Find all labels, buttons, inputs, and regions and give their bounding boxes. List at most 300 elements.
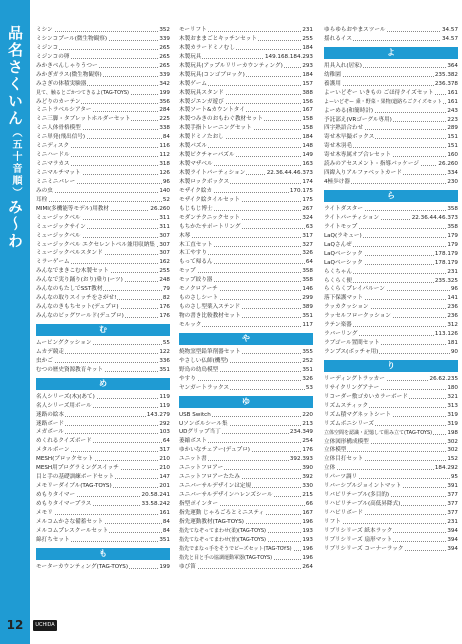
- entry-label: みんなで実り踊り(おり)乗り(ーツ): [36, 277, 123, 284]
- entry-label: リズムボニシリーズ: [324, 420, 374, 427]
- index-entry: [324, 491, 458, 500]
- entry-page: 179: [447, 232, 458, 239]
- entry-label: リブリシリーズ 扇形マット: [324, 536, 393, 543]
- entry-label: やさしい仏師(機型): [179, 357, 229, 364]
- entry-page: 122: [159, 348, 170, 355]
- entry-page: 391: [447, 483, 458, 490]
- index-entry: [179, 223, 313, 232]
- entry-label: 落下保護マット: [324, 295, 363, 302]
- entry-label: 目と手の基礎訓練ボードセット: [36, 474, 115, 481]
- entry-label: 指先てなぞってまわせ(柔)(TAG-TOYS): [179, 527, 266, 534]
- entry-page: 293: [302, 62, 313, 69]
- entry-page: 302: [447, 447, 458, 454]
- entry-label: 木製おままごとキッチンセット: [179, 35, 257, 42]
- entry-page: 265: [159, 44, 170, 51]
- entry-page: 334: [447, 170, 458, 177]
- entry-page: 324: [302, 214, 313, 221]
- entry-label: 幼稚園: [324, 71, 341, 78]
- index-entry: [324, 107, 458, 116]
- entry-label: 迷路ボード: [36, 420, 64, 427]
- entry-label: ラバーリング: [324, 331, 358, 338]
- index-entry: [179, 196, 313, 205]
- entry-label: 焼物窯型鉛筆削器セット: [179, 348, 241, 355]
- entry-page: 311: [159, 214, 170, 221]
- entry-label: LaQベーシック: [324, 259, 363, 266]
- index-entry: [324, 214, 458, 223]
- entry-page: 307: [159, 232, 170, 239]
- entry-page: 377: [447, 510, 458, 516]
- entry-label: 寄せ木専属オブ合レセット: [324, 152, 391, 159]
- entry-label: みどりのカーテン: [36, 98, 81, 105]
- index-title: [5, 25, 25, 250]
- index-entry: [36, 258, 170, 267]
- entry-label: ものさしシート: [179, 295, 219, 302]
- entry-page: 377: [447, 492, 458, 499]
- entry-label: 用具入れ(居家): [324, 62, 362, 69]
- entry-page: 254: [302, 438, 313, 445]
- entry-label: リフト: [324, 518, 341, 525]
- entry-label: めもりタイマープラス: [36, 500, 92, 507]
- entry-page: 201: [159, 483, 170, 490]
- entry-label: 木製玩具(コンゴブロック): [179, 71, 245, 78]
- entry-page: 198: [447, 429, 458, 436]
- entry-page: 147: [159, 474, 170, 481]
- entry-page: 284: [159, 107, 170, 114]
- index-entry: [179, 464, 313, 473]
- entry-page: 265: [159, 53, 170, 60]
- index-entry: [36, 196, 170, 205]
- entry-page: 176: [159, 313, 170, 319]
- index-entry: [324, 98, 458, 107]
- index-entry: [324, 89, 458, 98]
- index-entry: [36, 348, 170, 357]
- index-entry: [324, 151, 458, 160]
- entry-label: ムカデ競走: [36, 348, 64, 355]
- entry-page: 231: [447, 518, 458, 525]
- entry-label: ライトモップ: [324, 223, 358, 230]
- entry-page: 22.36.44.46.373: [411, 214, 458, 221]
- index-entry: [179, 124, 313, 133]
- index-entry: [324, 321, 458, 330]
- entry-label: 木製ドミノたおし: [179, 134, 224, 141]
- entry-page: 160: [447, 152, 458, 159]
- index-entry: [324, 509, 458, 518]
- entry-label: LaQさんぜ: [324, 241, 352, 248]
- entry-page: 356: [159, 98, 170, 105]
- entry-page: 55: [162, 339, 170, 346]
- entry-page: 148: [302, 143, 313, 150]
- entry-page: 330: [302, 483, 313, 490]
- index-entry: [324, 545, 458, 554]
- entry-page: 389: [302, 304, 313, 311]
- entry-label: ミニ三脚・タブレットホルダーセット: [36, 116, 131, 123]
- index-entry: [36, 285, 170, 294]
- index-entry: [324, 420, 458, 429]
- entry-page: 151: [447, 143, 458, 150]
- entry-label: リズムスティック: [324, 402, 369, 409]
- index-entry: [324, 169, 458, 178]
- entry-label: 見て、触るとごかつてきるよ(TAG-TOYS): [36, 89, 129, 96]
- entry-label: もじもじ博士: [179, 205, 213, 212]
- entry-label: 木製手指トレーニングセット: [179, 125, 252, 132]
- index-entry: [36, 339, 170, 348]
- entry-label: みんなのきもちセット(デュプロ): [36, 304, 119, 311]
- entry-label: ライトパーティション: [324, 214, 380, 221]
- entry-page: 175: [302, 196, 313, 203]
- entry-label: リサイクリングアナー: [324, 384, 380, 391]
- entry-label: ユニット書: [179, 456, 207, 463]
- index-entry: [179, 98, 313, 107]
- entry-label: 木製ライトパーティション: [179, 170, 246, 176]
- index-entry: [36, 62, 170, 71]
- index-entry: [36, 26, 170, 35]
- entry-page: 338: [159, 125, 170, 132]
- entry-label: 野鳥の幼鳥模型: [179, 366, 219, 373]
- entry-page: 146: [302, 286, 313, 293]
- index-entry: [324, 71, 458, 80]
- entry-label: USB Switch: [179, 411, 211, 418]
- entry-page: 149: [302, 152, 313, 159]
- entry-label: LaQベーシック: [324, 250, 363, 257]
- index-entry: [36, 187, 170, 196]
- entry-page: 196: [302, 554, 313, 561]
- index-entry: [179, 455, 313, 464]
- leader-dots: [36, 201, 170, 202]
- entry-page: 140: [159, 187, 170, 194]
- entry-label: 木琴: [179, 232, 191, 239]
- index-entry: [179, 348, 313, 357]
- index-entry: [324, 35, 458, 44]
- index-entry: [179, 473, 313, 482]
- entry-label: ミニミニバレー: [36, 178, 76, 185]
- entry-page: 336: [159, 357, 170, 364]
- index-entry: [179, 151, 313, 160]
- index-entry: [36, 312, 170, 321]
- index-entry: [36, 527, 170, 536]
- entry-page: 358: [447, 206, 458, 212]
- index-entry: [36, 446, 170, 455]
- entry-label: 揺れるイス: [324, 35, 352, 42]
- section-header: り: [324, 360, 458, 372]
- index-entry: [179, 44, 313, 53]
- index-entry: [324, 205, 458, 214]
- entry-label: ミュージックベル エクセレントベル兼用収納集: [36, 241, 155, 248]
- index-entry: [179, 26, 313, 35]
- entry-page: 84: [162, 134, 170, 141]
- leader-dots: [36, 192, 170, 193]
- entry-label: モザイク絵カ: [179, 187, 213, 194]
- index-entry: [36, 518, 170, 527]
- entry-label: ラッセルフロークッション: [324, 313, 391, 320]
- index-entry: [36, 80, 170, 89]
- entry-label: モップ: [179, 268, 196, 275]
- entry-page: 179: [447, 241, 458, 248]
- entry-page: 210: [159, 456, 170, 463]
- entry-page: 52: [162, 196, 170, 203]
- entry-page: 162: [159, 259, 170, 266]
- entry-label: リハビリテーブル(高低昇降式): [324, 501, 401, 508]
- index-entry: [36, 35, 170, 44]
- entry-label: メガボール: [36, 429, 64, 436]
- entry-label: 名人シリーズ(木)(あて): [36, 393, 95, 400]
- entry-page: 199: [159, 89, 170, 96]
- index-entry: [324, 438, 458, 447]
- index-entry: [179, 276, 313, 285]
- entry-label: ユニットフロアー: [179, 465, 224, 472]
- entry-page: 33.58.242: [141, 500, 170, 507]
- index-entry: [36, 294, 170, 303]
- index-entry: [324, 124, 458, 133]
- index-entry: [36, 303, 170, 312]
- entry-page: 119: [159, 402, 170, 409]
- entry-page: 149.168.184.293: [264, 53, 313, 60]
- entry-label: 指先運動教材(TAG-TOYS): [179, 518, 244, 525]
- index-entry: [179, 321, 313, 330]
- entry-page: 235.325: [434, 277, 458, 284]
- entry-label: 木製ソート&カウントタイ: [179, 107, 245, 114]
- entry-page: 176: [159, 304, 170, 311]
- entry-page: 215: [302, 492, 313, 498]
- index-entry: [179, 133, 313, 142]
- index-entry: [179, 35, 313, 44]
- entry-label: ミニトラベルシアター: [36, 107, 92, 114]
- index-entry: [324, 223, 458, 232]
- entry-label: リバーシブルジョイントマット: [324, 483, 402, 490]
- entry-page: 236: [447, 304, 458, 311]
- entry-page: 313: [447, 402, 458, 409]
- index-range: み〜わ: [6, 199, 24, 250]
- entry-page: 339: [159, 35, 170, 42]
- index-entry: [179, 258, 313, 267]
- entry-page: 158: [302, 116, 313, 123]
- entry-label: ユニバーサルデザインは定規: [179, 483, 252, 490]
- entry-page: 152: [447, 456, 458, 463]
- entry-label: メタルボーン: [36, 447, 70, 454]
- entry-label: 木製ジエンガ遊び: [179, 98, 224, 105]
- index-entry: [324, 482, 458, 491]
- entry-page: 196: [302, 518, 313, 525]
- index-title-sub: （五十音順）: [10, 127, 21, 199]
- entry-label: みんなでまきこむ木製セット: [36, 268, 109, 275]
- page-number: 12: [6, 618, 24, 632]
- index-entry: [179, 357, 313, 366]
- entry-page: 82: [162, 295, 170, 302]
- index-entry: [179, 536, 313, 545]
- brand-logo: UCHIDA: [33, 620, 57, 631]
- leader-dots: [324, 523, 458, 524]
- index-entry: [179, 312, 313, 321]
- index-column: [36, 26, 170, 572]
- index-entry: [36, 464, 170, 473]
- entry-page: 66: [305, 500, 313, 507]
- entry-label: 立体: [324, 465, 336, 472]
- index-entry: [179, 160, 313, 169]
- index-entry: [36, 428, 170, 437]
- entry-page: 234.349: [289, 429, 313, 436]
- index-entry: [179, 554, 313, 563]
- index-entry: [36, 169, 170, 178]
- entry-label: LaQ(ラキュー): [324, 232, 362, 239]
- index-entry: [36, 142, 170, 151]
- entry-page: 178.179: [434, 259, 458, 266]
- entry-page: 156: [302, 98, 313, 105]
- entry-label: ヤンガートラックス: [179, 384, 230, 391]
- entry-page: 326: [302, 375, 313, 382]
- entry-label: リズム積マグネットシート: [324, 411, 391, 418]
- entry-label: モザイク絵タイルセット: [179, 196, 240, 203]
- entry-page: 34.57: [441, 27, 458, 33]
- index-entry: [36, 115, 170, 124]
- index-entry: [36, 402, 170, 411]
- index-entry: [179, 169, 313, 178]
- entry-page: 84: [162, 518, 170, 525]
- index-title-main: 品名さくいん: [6, 25, 24, 127]
- index-entry: [324, 402, 458, 411]
- entry-page: 178.179: [434, 250, 458, 257]
- entry-page: 358: [302, 277, 313, 284]
- entry-page: 327: [302, 241, 313, 248]
- entry-label: ムービングクッション: [36, 339, 92, 346]
- entry-label: ミジンコ: [36, 44, 59, 51]
- entry-label: 物の書き比較教材セット: [179, 313, 241, 319]
- index-entry: [179, 115, 313, 124]
- index-entry: [36, 536, 170, 545]
- entry-page: 34.57: [441, 35, 458, 42]
- index-entry: [36, 89, 170, 98]
- entry-page: 26.260: [150, 205, 170, 212]
- entry-page: 20.58.241: [141, 492, 170, 498]
- entry-label: リブリシリーズ コーナーラック: [324, 545, 404, 552]
- entry-label: みんなのビッグワールド(デュプロ): [36, 313, 124, 319]
- index-entry: [324, 160, 458, 169]
- entry-page: 319: [447, 420, 458, 427]
- entry-label: メモリーダイブル(TAG-TOYS): [36, 483, 112, 490]
- entry-label: ミニマルチマット: [36, 170, 81, 176]
- entry-label: ミュージックベル: [36, 214, 81, 221]
- index-entry: [36, 151, 170, 160]
- entry-label: 4極歩け器: [324, 179, 350, 186]
- entry-page: 22.36.44.46.373: [266, 170, 313, 176]
- index-entry: [324, 259, 458, 268]
- index-entry: [36, 267, 170, 276]
- entry-page: 141: [447, 295, 458, 302]
- entry-page: 184: [302, 134, 313, 141]
- index-entry: [36, 420, 170, 429]
- index-entry: [324, 473, 458, 482]
- leader-dots: [179, 272, 313, 273]
- entry-page: 220: [302, 411, 313, 418]
- entry-label: もちかたサポートリング: [179, 223, 241, 230]
- entry-page: 96: [450, 286, 458, 293]
- entry-page: 358: [302, 268, 313, 275]
- index-entry: [324, 178, 458, 187]
- entry-page: 267: [302, 205, 313, 212]
- leader-dots: [179, 237, 313, 238]
- index-entry: [324, 411, 458, 420]
- entry-label: 指先でまなっ手をそうでピーズセット(TAG-TOYS): [179, 545, 292, 552]
- entry-page: 64: [305, 259, 313, 266]
- index-entry: [324, 446, 458, 455]
- entry-page: 163: [302, 161, 313, 168]
- entry-label: 寄せ木羽毛: [324, 143, 352, 150]
- entry-label: みんなの取りスイッチをさがせ!: [36, 295, 117, 302]
- entry-label: ラテン楽器: [324, 322, 352, 329]
- entry-page: 255: [159, 268, 170, 275]
- entry-label: めくれるクイズボード: [36, 438, 92, 445]
- entry-page: 236: [447, 313, 458, 320]
- section-header: や: [179, 333, 313, 345]
- index-entry: [36, 223, 170, 232]
- entry-page: 236.378: [434, 80, 458, 87]
- entry-label: 耳栓: [36, 196, 48, 203]
- entry-page: 79: [162, 286, 170, 293]
- section-header: も: [36, 548, 170, 560]
- entry-label: めもりタイマー: [36, 492, 76, 498]
- index-entry: [36, 276, 170, 285]
- index-entry: [324, 464, 458, 473]
- index-entry: [36, 44, 170, 53]
- entry-page: 199: [159, 563, 170, 570]
- entry-label: MIMI(多機能等モデル)用教材: [36, 205, 109, 212]
- entry-label: やすり: [179, 375, 196, 382]
- index-entry: [179, 384, 313, 393]
- index-entry: [324, 116, 458, 125]
- index-entry: [179, 187, 313, 196]
- index-entry: [179, 53, 313, 62]
- entry-label: 木工やすり: [179, 250, 207, 257]
- index-entry: [324, 375, 458, 384]
- entry-page: 225: [159, 116, 170, 123]
- entry-label: ミニ単発(飛出信号): [36, 134, 86, 141]
- entry-label: ミュージックベル: [36, 232, 81, 239]
- entry-page: 223: [447, 116, 458, 123]
- index-entry: [179, 545, 313, 554]
- entry-label: ミニハードル: [36, 152, 70, 159]
- entry-label: モダンテクニックセット: [179, 214, 241, 221]
- entry-label: 四字熟語合わせ: [324, 125, 364, 132]
- entry-label: 木製マザベル: [179, 161, 213, 168]
- entry-label: みかきべんしゃりうつー: [36, 62, 98, 69]
- index-entry: [179, 563, 313, 572]
- entry-label: モルック: [179, 321, 202, 328]
- entry-page: 302: [447, 438, 458, 445]
- index-column: [324, 26, 458, 554]
- entry-label: ゆかいなチェアー(デュプロ): [179, 447, 250, 454]
- index-entry: [36, 205, 170, 214]
- entry-page: 193: [302, 527, 313, 534]
- index-entry: [324, 429, 458, 438]
- entry-label: 木製パズル: [179, 143, 207, 150]
- entry-page: 196: [302, 545, 313, 552]
- index-entry: [179, 446, 313, 455]
- leader-dots: [36, 362, 170, 363]
- entry-page: 255: [302, 35, 313, 42]
- entry-label: 木製玩具: [179, 53, 202, 60]
- index-entry: [179, 303, 313, 312]
- entry-label: 指型ポインター: [179, 500, 218, 507]
- entry-page: 193: [302, 536, 313, 543]
- index-entry: [36, 98, 170, 107]
- entry-page: 394: [447, 545, 458, 552]
- entry-page: 167: [302, 107, 313, 114]
- index-entry: [179, 491, 313, 500]
- index-entry: [324, 241, 458, 250]
- entry-label: 指先と目と手の協調運動軍器(TAG-TOYS): [179, 554, 273, 561]
- entry-page: 113.126: [434, 331, 458, 338]
- entry-page: 26.260: [438, 161, 458, 168]
- entry-label: UDグリップ当丁: [179, 429, 221, 436]
- index-entry: [324, 142, 458, 151]
